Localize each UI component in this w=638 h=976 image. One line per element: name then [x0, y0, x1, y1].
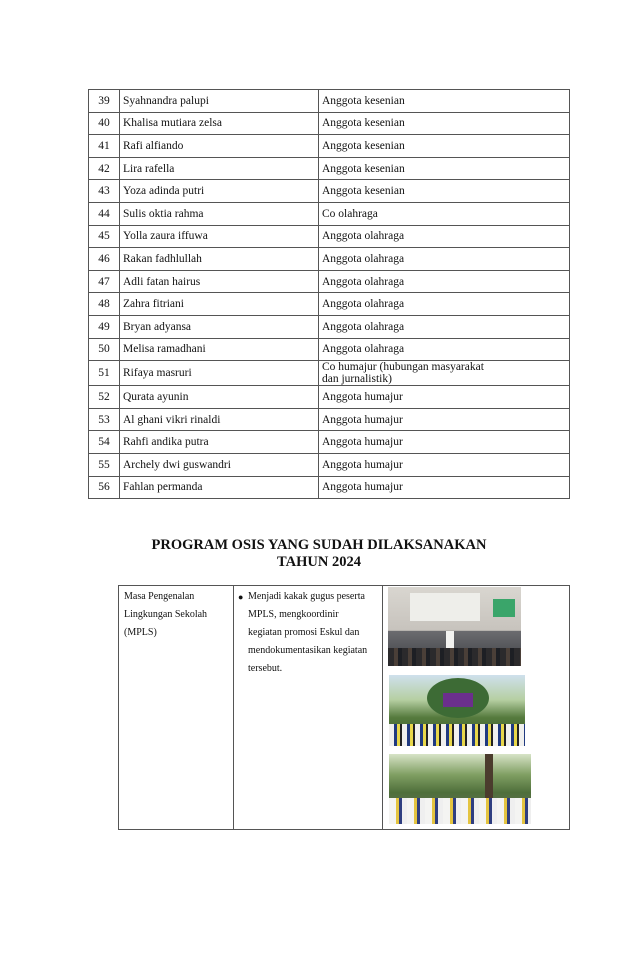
table-row	[89, 408, 570, 431]
member-name: Rakan fadhlullah	[120, 248, 319, 271]
member-name: Syahnandra palupi	[120, 90, 319, 113]
table-row	[89, 270, 570, 293]
table-row	[89, 202, 570, 225]
member-number: 46	[89, 248, 120, 271]
member-name: Sulis oktia rahma	[120, 202, 319, 225]
mpls-indoor-photo	[388, 587, 521, 666]
table-row	[89, 386, 570, 409]
program-name-line: Masa Pengenalan	[124, 591, 195, 602]
member-name: Rahfi andika putra	[120, 431, 319, 454]
mpls-field-crowd-photo	[389, 754, 531, 824]
member-name: Archely dwi guswandri	[120, 453, 319, 476]
member-role: Anggota olahraga	[319, 293, 570, 316]
member-role: Anggota humajur	[319, 408, 570, 431]
member-number: 40	[89, 112, 120, 135]
table-row	[89, 180, 570, 203]
member-role: Co humajur (hubungan masyarakat dan jurnalistik)	[319, 361, 570, 386]
member-name: Adli fatan hairus	[120, 270, 319, 293]
member-name: Khalisa mutiara zelsa	[120, 112, 319, 135]
member-name: Qurata ayunin	[120, 386, 319, 409]
member-role: Anggota humajur	[319, 386, 570, 409]
program-row	[119, 586, 570, 830]
member-role: Anggota kesenian	[319, 90, 570, 113]
member-number: 54	[89, 431, 120, 454]
description-bullet-item	[238, 588, 378, 678]
program-name-cell	[119, 586, 234, 830]
program-description-cell	[234, 586, 383, 830]
table-row	[89, 248, 570, 271]
member-name: Melisa ramadhani	[120, 338, 319, 361]
section-heading-line1: PROGRAM OSIS YANG SUDAH DILAKSANAKAN	[151, 537, 487, 553]
member-name: Bryan adyansa	[120, 315, 319, 338]
member-number: 53	[89, 408, 120, 431]
table-row	[89, 135, 570, 158]
program-table	[118, 585, 570, 830]
member-number: 44	[89, 202, 120, 225]
table-row	[89, 476, 570, 499]
member-role: Anggota olahraga	[319, 248, 570, 271]
member-number: 50	[89, 338, 120, 361]
member-name: Yoza adinda putri	[120, 180, 319, 203]
program-name-line: (MPLS)	[124, 627, 157, 638]
member-number: 41	[89, 135, 120, 158]
member-role: Co olahraga	[319, 202, 570, 225]
table-row	[89, 361, 570, 386]
member-name: Rafi alfiando	[120, 135, 319, 158]
member-name: Yolla zaura iffuwa	[120, 225, 319, 248]
member-role: Anggota kesenian	[319, 135, 570, 158]
member-role: Anggota olahraga	[319, 270, 570, 293]
table-row	[89, 431, 570, 454]
member-number: 56	[89, 476, 120, 499]
member-role: Anggota kesenian	[319, 157, 570, 180]
table-row	[89, 293, 570, 316]
member-role: Anggota olahraga	[319, 338, 570, 361]
member-number: 42	[89, 157, 120, 180]
section-heading	[0, 537, 638, 571]
program-name-line: Lingkungan Sekolah	[124, 609, 208, 620]
table-row	[89, 225, 570, 248]
member-name: Fahlan permanda	[120, 476, 319, 499]
member-role: Anggota humajur	[319, 476, 570, 499]
table-row	[89, 157, 570, 180]
mpls-day-2-outdoor-photo	[389, 675, 525, 746]
description-line: mendokumentasikan kegiatan	[248, 645, 368, 656]
table-row	[89, 338, 570, 361]
member-name: Al ghani vikri rinaldi	[120, 408, 319, 431]
table-row	[89, 453, 570, 476]
program-photos-cell	[383, 586, 570, 830]
member-number: 49	[89, 315, 120, 338]
member-name: Zahra fitriani	[120, 293, 319, 316]
member-role: Anggota olahraga	[319, 225, 570, 248]
member-role: Anggota kesenian	[319, 180, 570, 203]
bullet-icon: ●	[238, 592, 244, 602]
member-number: 52	[89, 386, 120, 409]
table-row	[89, 315, 570, 338]
description-line: kegiatan promosi Eskul dan	[248, 627, 360, 638]
member-role: Anggota kesenian	[319, 112, 570, 135]
description-line: Menjadi kakak gugus peserta	[248, 591, 365, 602]
table-row	[89, 90, 570, 113]
member-role: Anggota olahraga	[319, 315, 570, 338]
member-number: 39	[89, 90, 120, 113]
member-number: 55	[89, 453, 120, 476]
description-line: tersebut.	[248, 663, 283, 674]
member-name: Lira rafella	[120, 157, 319, 180]
table-row	[89, 112, 570, 135]
member-number: 43	[89, 180, 120, 203]
section-heading-line2: TAHUN 2024	[277, 554, 361, 570]
member-number: 48	[89, 293, 120, 316]
member-number: 51	[89, 361, 120, 386]
member-table	[88, 89, 570, 499]
member-number: 47	[89, 270, 120, 293]
member-role: Anggota humajur	[319, 431, 570, 454]
description-line: MPLS, mengkoordinir	[248, 609, 339, 620]
member-name: Rifaya masruri	[120, 361, 319, 386]
member-number: 45	[89, 225, 120, 248]
member-role: Anggota humajur	[319, 453, 570, 476]
